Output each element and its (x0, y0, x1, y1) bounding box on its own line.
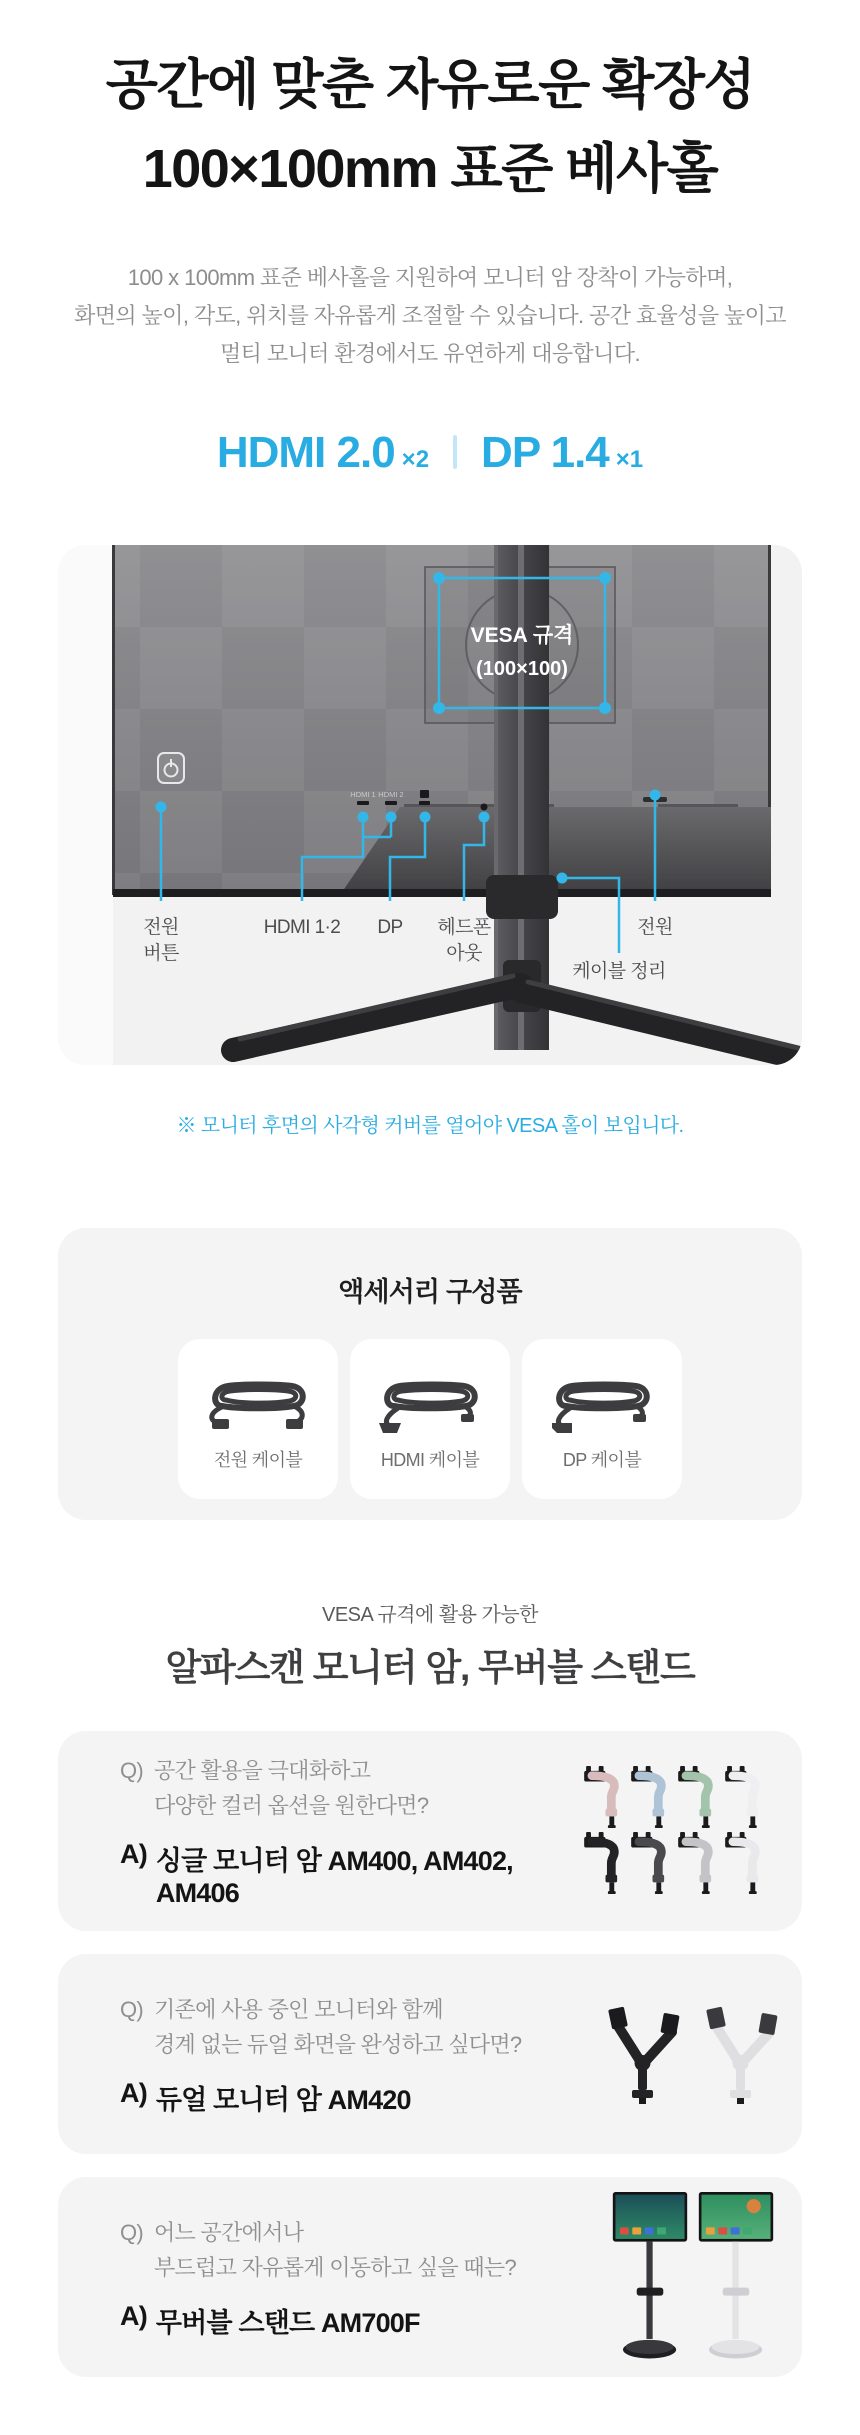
dp-cable-icon (546, 1366, 658, 1438)
desc-line: 화면의 높이, 각도, 위치를 자유롭게 조절할 수 있습니다. 공간 효율성을 높이고 (74, 303, 786, 329)
qa-card-dual-arm (58, 1954, 802, 2154)
accessory-label: DP 케이블 (562, 1450, 642, 1471)
label-power: 전원 (637, 917, 673, 939)
label-headphone-2: 아웃 (446, 943, 482, 965)
spec-hdmi (216, 428, 430, 478)
q-line-2: 경계 없는 듀얼 화면을 완성하고 싶다면? (154, 2031, 522, 2057)
q-line-2: 부드럽고 자유롭게 이동하고 싶을 때는? (154, 2254, 517, 2280)
vesa-corner-dot (599, 572, 611, 584)
qa-text (120, 2215, 612, 2340)
arms-eyebrow: VESA 규격에 활용 가능한 (322, 1604, 538, 1627)
accessories-section (58, 1228, 802, 1520)
accessory-card-power-cable (178, 1339, 338, 1499)
port-label-hdmi2: HDMI 2 (378, 790, 404, 800)
vesa-corner-dot (599, 702, 611, 714)
accessory-label: 전원 케이블 (213, 1450, 303, 1471)
spec-hdmi-name: HDMI 2.0 (216, 428, 395, 478)
arms-title: 알파스캔 모니터 암, 무버블 스탠드 (165, 1647, 695, 1689)
movable-stand-images (612, 2192, 774, 2362)
a-text: 듀얼 모니터 암 AM420 (155, 2084, 411, 2115)
single-arm-icon (584, 1766, 627, 1830)
label-power-button-2: 버튼 (143, 943, 179, 965)
spec-dp (481, 428, 644, 478)
q-prefix: Q) (120, 1996, 144, 2022)
vesa-note: ※ 모니터 후면의 사각형 커버를 열어야 VESA 홀이 보입니다. (176, 1115, 684, 1138)
monitor-rear-figure (58, 545, 802, 1065)
accessory-card-dp-cable (522, 1339, 682, 1499)
q-lines (154, 1992, 521, 2062)
vesa-corner-dot (433, 572, 445, 584)
movable-stand-icon-white (698, 2192, 774, 2362)
hdmi1-port-icon (357, 801, 369, 805)
vesa-label-line2: (100×100) (476, 658, 568, 681)
a-prefix: A) (120, 2077, 147, 2108)
label-headphone-1: 헤드폰 (437, 917, 491, 939)
a-prefix: A) (120, 2300, 147, 2331)
accessories-title: 액세서리 구성품 (338, 1277, 522, 1308)
question (120, 1992, 598, 2062)
bottom-bezel (113, 889, 771, 897)
cable-clip (486, 875, 558, 919)
a-text: 무버블 스탠드 AM700F (155, 2307, 420, 2338)
label-power-button-1: 전원 (143, 917, 179, 939)
answer (120, 2301, 612, 2340)
port-label-hdmi1: HDMI 1 (350, 790, 376, 800)
vesa-corner-dot (433, 702, 445, 714)
dp-port-icon (420, 790, 429, 798)
a-prefix: A) (120, 1839, 147, 1870)
single-arm-icon (678, 1766, 721, 1830)
headphone-port-icon (481, 804, 488, 811)
q-lines (154, 1753, 428, 1823)
spec-hdmi-count: ×2 (401, 446, 430, 474)
label-dp: DP (377, 917, 403, 939)
spec-dp-count: ×1 (615, 446, 644, 474)
arms-section-header (0, 1598, 860, 1691)
q-lines (154, 2215, 516, 2285)
hero-description (0, 259, 860, 373)
accessory-label: HDMI 케이블 (380, 1450, 480, 1471)
photo-left-margin (58, 545, 113, 1065)
desc-line: 멀티 모니터 환경에서도 유연하게 대응합니다. (220, 341, 640, 367)
accessories-row (58, 1339, 802, 1499)
q-prefix: Q) (120, 1758, 144, 1784)
q-line-2: 다양한 컬러 옵션을 원한다면? (154, 1793, 429, 1819)
question (120, 2215, 612, 2285)
dual-arm-icon-black (598, 2002, 690, 2106)
power-button-icon (158, 753, 184, 783)
accessory-card-hdmi-cable (350, 1339, 510, 1499)
a-text: 싱글 모니터 암 AM400, AM402, AM406 (155, 1846, 513, 1909)
qa-text (120, 1753, 584, 1909)
monitor-rear-illustration (58, 545, 802, 1065)
title-line-1: 공간에 맞춘 자유로운 확장성 (105, 55, 755, 115)
label-hdmi: HDMI 1·2 (263, 917, 341, 939)
dual-arm-images (598, 2002, 788, 2106)
answer (120, 1839, 584, 1909)
qa-card-single-arm (58, 1731, 802, 1931)
single-arm-icon (678, 1832, 721, 1896)
single-arm-icon (584, 1832, 627, 1896)
q-line-1: 어느 공간에서나 (154, 2219, 304, 2245)
title-line-2: 100×100mm 표준 베사홀 (142, 138, 718, 199)
q-prefix: Q) (120, 2219, 144, 2245)
dp-port-slot (419, 801, 430, 805)
question (120, 1753, 584, 1823)
vesa-label-line1: VESA 규격 (470, 624, 574, 648)
spec-dp-name: DP 1.4 (481, 428, 609, 478)
single-arm-color-grid (584, 1766, 768, 1896)
dual-arm-icon-white (696, 2002, 788, 2106)
q-line-1: 기존에 사용 중인 모니터와 함께 (154, 1996, 443, 2022)
hdmi2-port-icon (385, 801, 397, 805)
answer (120, 2078, 598, 2117)
spec-divider (453, 435, 457, 469)
port-spec-row (0, 428, 860, 478)
qa-text (120, 1992, 598, 2117)
single-arm-icon (725, 1832, 768, 1896)
qa-card-movable-stand (58, 2177, 802, 2377)
single-arm-icon (631, 1832, 674, 1896)
label-cable: 케이블 정리 (572, 961, 666, 983)
desc-line: 100 x 100mm 표준 베사홀을 지원하여 모니터 암 장착이 가능하며, (127, 265, 733, 291)
movable-stand-icon-black (612, 2192, 688, 2362)
single-arm-icon (725, 1766, 768, 1830)
page-title (0, 44, 860, 211)
hdmi-cable-icon (374, 1366, 486, 1438)
single-arm-icon (631, 1766, 674, 1830)
q-line-1: 공간 활용을 극대화하고 (154, 1758, 371, 1784)
power-cable-icon (202, 1366, 314, 1438)
